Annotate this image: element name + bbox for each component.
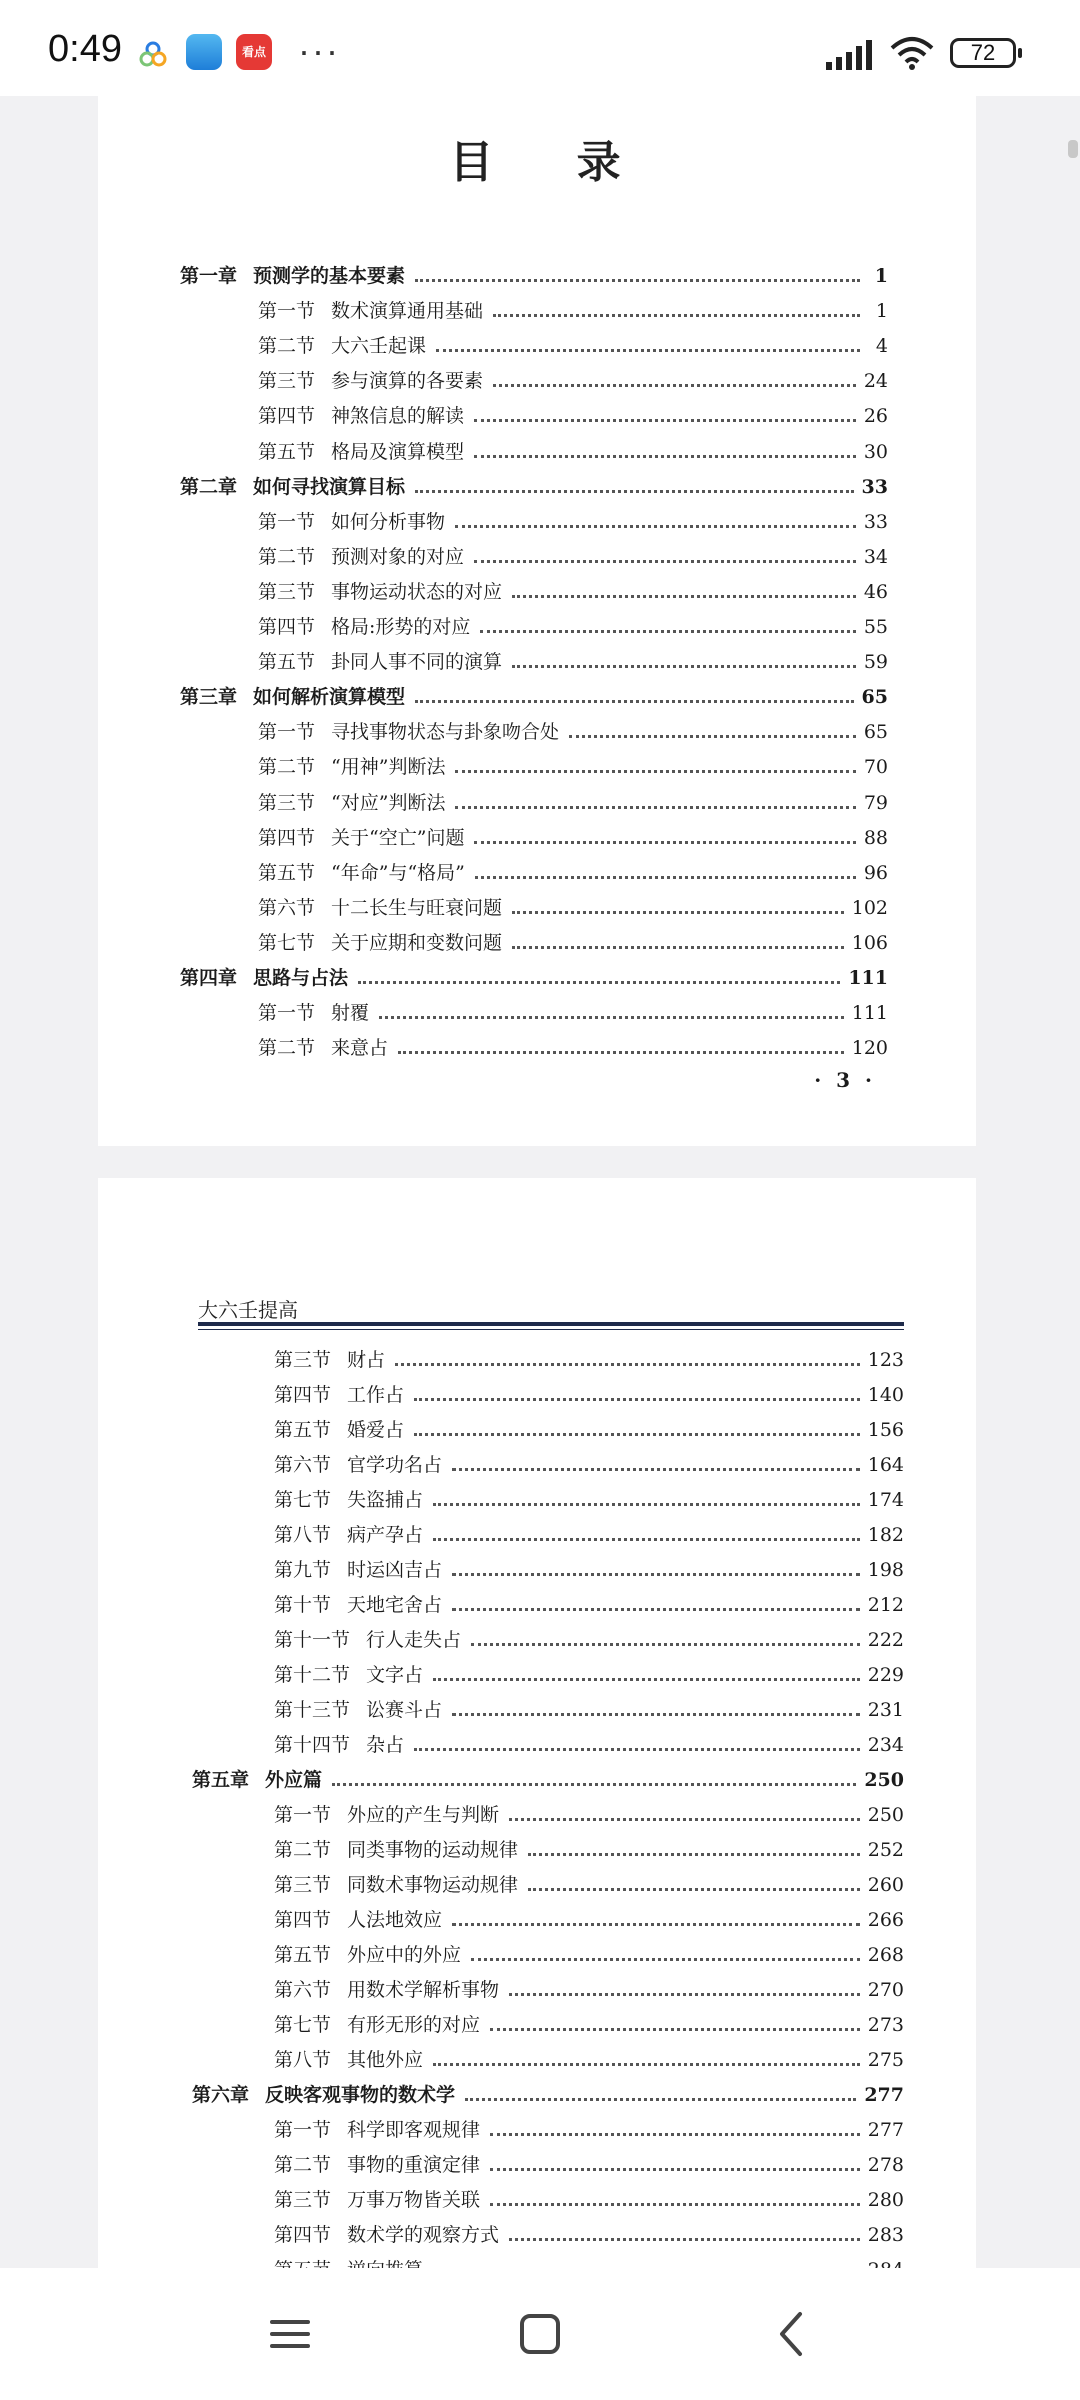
toc-page-number: 270 (867, 1979, 904, 2001)
toc-leader-dots (415, 490, 854, 493)
toc-leader-dots (509, 1818, 860, 1821)
toc-page-number: 55 (863, 616, 888, 638)
toc-leader-dots (512, 911, 844, 914)
toc-title: 有形无形的对应 (347, 2014, 481, 2036)
toc-section-row (258, 609, 888, 639)
document-page-3 (98, 96, 976, 1146)
toc-number: 第三节 (258, 791, 316, 814)
toc-page-number: 266 (867, 1909, 904, 1931)
toc-chapter-row (180, 960, 888, 990)
toc-title: 预测学的基本要素 (253, 265, 406, 287)
toc-title: 用数术学解析事物 (347, 1979, 500, 2001)
toc-leader-dots (512, 946, 844, 949)
toc-page-number: 212 (867, 1594, 904, 1616)
toc-number: 第三节 (274, 1874, 332, 1896)
toc-section-row (274, 2112, 904, 2142)
toc-section-row (274, 1482, 904, 1512)
toc-title: 工作占 (347, 1384, 405, 1406)
toc-page-number: 33 (863, 510, 888, 533)
toc-page-number: 26 (863, 405, 888, 428)
toc-title: 外应篇 (265, 1769, 323, 1791)
toc-title: 射覆 (331, 1002, 370, 1025)
toc-leader-dots (415, 279, 860, 282)
toc-number: 第九节 (274, 1559, 332, 1581)
toc-number: 第八节 (274, 2049, 332, 2071)
toc-leader-dots (414, 1748, 860, 1751)
toc-page-number: 198 (867, 1559, 904, 1581)
toc-title: 寻找事物状态与卦象吻合处 (331, 721, 560, 744)
toc-title: 来意占 (331, 1037, 389, 1060)
toc-leader-dots (433, 2063, 860, 2066)
toc-section-row (274, 1832, 904, 1862)
toc-leader-dots (493, 314, 860, 317)
toc-leader-dots (569, 735, 856, 738)
toc-number: 第一节 (258, 510, 316, 533)
toc-page-number: 273 (867, 2014, 904, 2036)
toc-title: 失盗捕占 (347, 1489, 424, 1511)
toc-page-number: 70 (863, 756, 888, 779)
toc-number: 第一节 (274, 1804, 332, 1826)
toc-number: 第四节 (258, 405, 316, 428)
toc-page-number: 79 (863, 791, 888, 814)
toc-section-row (274, 1797, 904, 1827)
toc-number: 第七节 (274, 1489, 332, 1511)
toc-title: 时运凶吉占 (347, 1559, 443, 1581)
toc-title: 天地宅舍占 (347, 1594, 443, 1616)
toc-number: 第三节 (258, 370, 316, 393)
toc-number: 第四章 (180, 967, 238, 989)
toc-number: 第十四节 (274, 1734, 351, 1756)
toc-title: 同类事物的运动规律 (347, 1839, 519, 1861)
toc-title: 卦同人事不同的演算 (331, 651, 503, 674)
toc-page-number: 229 (867, 1664, 904, 1686)
toc-leader-dots (512, 595, 856, 598)
toc-leader-dots (490, 2203, 860, 2206)
toc-title: 婚爱占 (347, 1419, 405, 1441)
toc-leader-dots (395, 1363, 860, 1366)
toc-section-row (274, 1377, 904, 1407)
toc-leader-dots (509, 1993, 860, 1996)
toc-number: 第一节 (258, 300, 316, 323)
header-rule (198, 1322, 904, 1326)
toc-leader-dots (509, 2238, 860, 2241)
toc-page-number: 278 (867, 2154, 904, 2176)
toc-number: 第七节 (258, 931, 316, 954)
toc-title: 格局:形势的对应 (331, 616, 471, 638)
toc-leader-dots (452, 1573, 860, 1576)
toc-section-row (258, 328, 888, 358)
toc-leader-dots (490, 2133, 860, 2136)
toc-page-number: 30 (863, 440, 888, 463)
toc-page-number: 283 (867, 2224, 904, 2246)
toc-number: 第六节 (274, 1979, 332, 2001)
toc-title: 参与演算的各要素 (331, 370, 484, 393)
toc-title: 格局及演算模型 (331, 440, 465, 463)
toc-number: 第十三节 (274, 1699, 351, 1721)
toc-page-number: 4 (875, 335, 888, 358)
toc-section-row (274, 1902, 904, 1932)
battery-icon: 72 (950, 38, 1016, 68)
toc-number: 第一节 (258, 1002, 316, 1025)
toc-leader-dots (379, 1016, 844, 1019)
news-app-icon: 看点 (236, 34, 272, 70)
toc-page-number: 65 (861, 686, 888, 709)
toc-number: 第五节 (258, 651, 316, 674)
toc-leader-dots (452, 1923, 860, 1926)
toc-number: 第二节 (258, 1037, 316, 1060)
toc-section-row (274, 1342, 904, 1372)
toc-title: 讼赛斗占 (366, 1699, 443, 1721)
toc-section-row (258, 890, 888, 920)
signal-icon (826, 40, 876, 75)
toc-title: 财占 (347, 1349, 386, 1371)
page-title: 目 录 (449, 137, 655, 188)
toc-section-row (274, 1972, 904, 2002)
toc-section-row (274, 2007, 904, 2037)
toc-section-row (274, 2147, 904, 2177)
toc-page-number: 164 (867, 1454, 904, 1476)
toc-chapter-row (180, 258, 888, 288)
toc-page-number: 156 (867, 1419, 904, 1441)
cloud-app-icon (186, 34, 222, 70)
toc-title: 行人走失占 (366, 1629, 462, 1651)
toc-page-number: 268 (867, 1944, 904, 1966)
toc-chapter-row (180, 469, 888, 499)
toc-section-row (258, 925, 888, 955)
toc-page-number: 33 (861, 475, 888, 498)
toc-title: 关于“空亡”问题 (331, 826, 465, 849)
toc-page-number: 106 (851, 931, 888, 954)
toc-leader-dots (433, 1538, 860, 1541)
header-rule-thin (198, 1329, 904, 1330)
toc-title: 外应中的外应 (347, 1944, 462, 1966)
toc-title: “用神”判断法 (331, 756, 446, 779)
toc-chapter-row (192, 2077, 904, 2107)
toc-number: 第一节 (274, 2119, 332, 2141)
toc-leader-dots (528, 1853, 860, 1856)
toc-section-row (258, 995, 888, 1025)
toc-number: 第六节 (274, 1454, 332, 1476)
toc-number: 第十节 (274, 1594, 332, 1616)
toc-section-row (258, 504, 888, 534)
page-number: · 3 · (814, 1068, 876, 1092)
toc-number: 第十二节 (274, 1664, 351, 1686)
toc-section-row (258, 644, 888, 674)
toc-number: 第七节 (274, 2014, 332, 2036)
toc-title: “年命”与“格局” (331, 861, 465, 884)
toc-leader-dots (433, 1503, 860, 1506)
more-notifications-icon: ··· (298, 30, 340, 71)
toc-title: 数术学的观察方式 (347, 2224, 500, 2246)
toc-page-number: 111 (848, 967, 888, 989)
toc-title: 其他外应 (347, 2049, 424, 2071)
toc-title: 事物运动状态的对应 (331, 580, 503, 603)
toc-page-number: 120 (851, 1037, 888, 1060)
toc-section-row (258, 820, 888, 850)
toc-page-number: 260 (867, 1874, 904, 1896)
toc-chapter-row (180, 679, 888, 709)
toc-leader-dots (490, 2168, 860, 2171)
toc-number: 第二节 (258, 545, 316, 568)
toc-number: 第六节 (258, 896, 316, 919)
toc-page-number: 24 (863, 370, 888, 393)
document-page-4 (98, 1178, 976, 2268)
toc-title: 预测对象的对应 (331, 545, 465, 568)
toc-page-number: 59 (863, 651, 888, 674)
toc-leader-dots (358, 981, 840, 984)
toc-title: 思路与占法 (253, 967, 349, 989)
toc-title: 文字占 (366, 1664, 424, 1686)
toc-number: 第四节 (258, 616, 316, 638)
toc-leader-dots (512, 665, 856, 668)
toc-leader-dots (471, 1958, 860, 1961)
toc-number: 第四节 (274, 1909, 332, 1931)
toc-page-number: 140 (867, 1384, 904, 1406)
toc-page-number: 111 (851, 1002, 888, 1025)
toc-section-row (258, 1030, 888, 1060)
toc-title: 如何分析事物 (331, 510, 446, 533)
toc-section-row (274, 2217, 904, 2247)
toc-chapter-row (192, 1762, 904, 1792)
toc-number: 第五章 (192, 1769, 250, 1791)
toc-section-row (258, 363, 888, 393)
toc-number: 第三节 (258, 580, 316, 603)
toc-leader-dots (455, 525, 856, 528)
toc-number: 第三节 (274, 1349, 332, 1371)
toc-number: 第二节 (258, 335, 316, 358)
toc-page-number: 250 (867, 1804, 904, 1826)
toc-page-number: 252 (867, 1839, 904, 1861)
toc-leader-dots (455, 770, 855, 773)
wifi-icon (890, 36, 934, 75)
toc-number: 第五节 (274, 1419, 332, 1441)
toc-page-number: 123 (867, 1349, 904, 1371)
toc-section-row (274, 1867, 904, 1897)
toc-number: 第五节 (258, 861, 316, 884)
toc-leader-dots (452, 1468, 860, 1471)
toc-section-row (274, 1552, 904, 1582)
toc-section-row (274, 1727, 904, 1757)
toc-section-row (274, 1517, 904, 1547)
toc-leader-dots (474, 455, 856, 458)
toc-title: 科学即客观规律 (347, 2119, 481, 2141)
toc-section-row (274, 1412, 904, 1442)
toc-page-number: 231 (867, 1699, 904, 1721)
toc-page-number: 46 (863, 580, 888, 603)
toc-title: 同数术事物运动规律 (347, 1874, 519, 1896)
toc-page-number: 277 (864, 2084, 904, 2106)
toc-section-row (258, 574, 888, 604)
toc-section-row (274, 1657, 904, 1687)
toc-page-number: 222 (867, 1629, 904, 1651)
toc-page-number: 1 (874, 265, 888, 287)
toc-title: 十二长生与旺衰问题 (331, 896, 503, 919)
toc-leader-dots (490, 2028, 860, 2031)
toc-leader-dots (332, 1783, 856, 1786)
toc-number: 第四节 (274, 2224, 332, 2246)
toc-page-number: 1 (875, 300, 888, 323)
toc-section-row (274, 1447, 904, 1477)
toc-title: 反映客观事物的数术学 (265, 2084, 456, 2106)
toc-leader-dots (452, 1713, 860, 1716)
scrollbar[interactable] (1068, 140, 1078, 158)
toc-section-row (258, 855, 888, 885)
toc-leader-dots (474, 560, 856, 563)
toc-leader-dots (475, 876, 856, 879)
toc-section-row (258, 539, 888, 569)
toc-section-row (274, 1587, 904, 1617)
toc-leader-dots (433, 1678, 860, 1681)
toc-number: 第二节 (258, 756, 316, 779)
toc-section-row (274, 1937, 904, 1967)
toc-number: 第五节 (258, 440, 316, 463)
status-time: 0:49 (48, 28, 122, 70)
navigation-bar (0, 2268, 1080, 2400)
menu-icon[interactable] (264, 2308, 316, 2360)
toc-number: 第四节 (274, 1384, 332, 1406)
toc-title: “对应”判断法 (331, 791, 446, 814)
toc-leader-dots (414, 1433, 860, 1436)
toc-leader-dots (474, 841, 855, 844)
toc-title: 大六壬起课 (331, 335, 427, 358)
app-notification-icon (138, 40, 168, 70)
toc-page-number: 88 (863, 826, 888, 849)
toc-number: 第六章 (192, 2084, 250, 2106)
toc-title: 事物的重演定律 (347, 2154, 481, 2176)
toc-page-number: 102 (851, 896, 888, 919)
toc-title: 数术演算通用基础 (331, 300, 484, 323)
toc-section-row (274, 1622, 904, 1652)
toc-leader-dots (452, 1608, 860, 1611)
toc-leader-dots (455, 806, 855, 809)
toc-title: 关于应期和变数问题 (331, 931, 503, 954)
status-bar (0, 0, 1080, 96)
toc-number: 第二节 (274, 1839, 332, 1861)
toc-page-number: 34 (863, 545, 888, 568)
toc-section-row (258, 749, 888, 779)
back-icon[interactable] (766, 2308, 818, 2360)
toc-section-row (258, 293, 888, 323)
toc-page-number: 277 (867, 2119, 904, 2141)
toc-leader-dots (471, 1643, 860, 1646)
toc-leader-dots (415, 700, 854, 703)
toc-title: 杂占 (366, 1734, 405, 1756)
toc-number: 第三章 (180, 686, 238, 709)
toc-page-number: 250 (864, 1769, 904, 1791)
toc-page-number: 280 (867, 2189, 904, 2211)
toc-leader-dots (436, 349, 860, 352)
running-head: 大六壬提高 (198, 1298, 298, 1322)
toc-title: 人法地效应 (347, 1909, 443, 1931)
toc-section-row (258, 434, 888, 464)
toc-number: 第一节 (258, 721, 316, 744)
toc-section-row (258, 714, 888, 744)
home-icon[interactable] (514, 2308, 566, 2360)
toc-leader-dots (474, 419, 856, 422)
toc-leader-dots (493, 384, 856, 387)
toc-page-number: 234 (867, 1734, 904, 1756)
toc-page-number: 96 (863, 861, 888, 884)
toc-leader-dots (414, 1398, 860, 1401)
toc-number: 第二章 (180, 475, 238, 498)
toc-title: 外应的产生与判断 (347, 1804, 500, 1826)
toc-page-number: 65 (863, 721, 888, 744)
toc-number: 第五节 (274, 1944, 332, 1966)
toc-page-number: 182 (867, 1524, 904, 1546)
toc-page-number: 275 (867, 2049, 904, 2071)
toc-section-row (258, 398, 888, 428)
toc-section-row (258, 785, 888, 815)
toc-number: 第三节 (274, 2189, 332, 2211)
toc-title: 万事万物皆关联 (347, 2189, 481, 2211)
toc-page-number: 174 (867, 1489, 904, 1511)
toc-title: 如何解析演算模型 (253, 686, 406, 709)
toc-title: 如何寻找演算目标 (253, 475, 406, 498)
toc-section-row (274, 1692, 904, 1722)
toc-leader-dots (480, 630, 855, 633)
toc-number: 第八节 (274, 1524, 332, 1546)
toc-leader-dots (528, 1888, 860, 1891)
toc-number: 第一章 (180, 265, 238, 287)
toc-number: 第四节 (258, 826, 316, 849)
toc-leader-dots (465, 2098, 856, 2101)
toc-number: 第二节 (274, 2154, 332, 2176)
toc-section-row (274, 2182, 904, 2212)
toc-title: 病产孕占 (347, 1524, 424, 1546)
toc-number: 第十一节 (274, 1629, 351, 1651)
toc-section-row (274, 2042, 904, 2072)
toc-leader-dots (398, 1051, 844, 1054)
toc-title: 神煞信息的解读 (331, 405, 465, 428)
toc-title: 官学功名占 (347, 1454, 443, 1476)
